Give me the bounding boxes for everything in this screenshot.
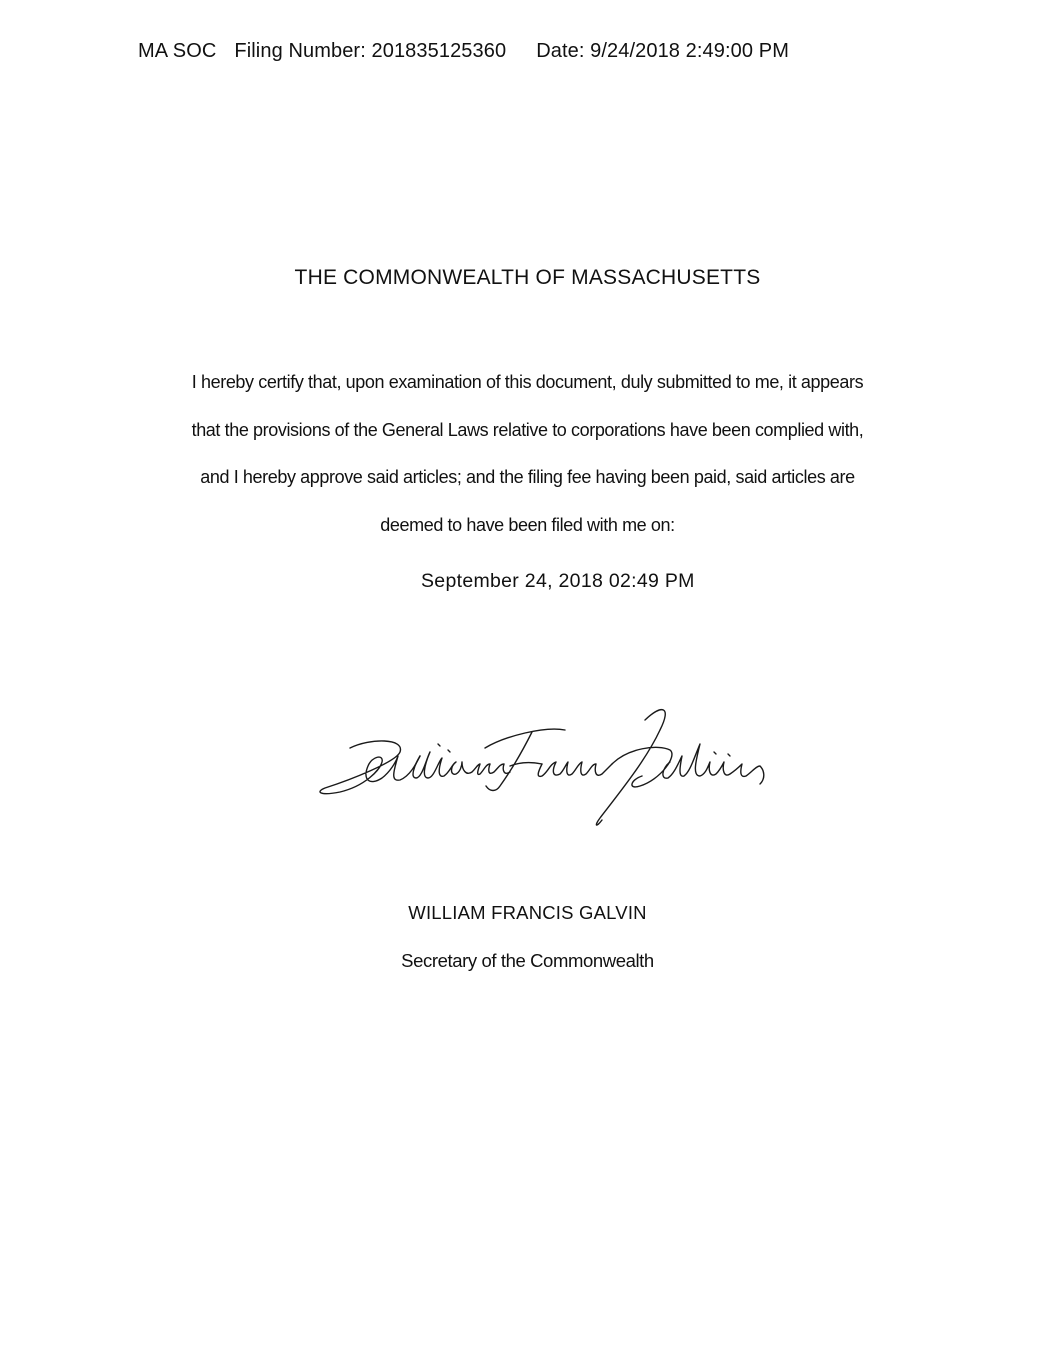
page-title: THE COMMONWEALTH OF MASSACHUSETTS	[294, 266, 761, 289]
filing-number: Filing Number: 201835125360	[234, 40, 507, 62]
filed-date: September 24, 2018 02:49 PM	[421, 570, 695, 592]
certification-line: and I hereby approve said articles; and the filing fee having been paid, said articles are	[200, 467, 855, 487]
agency-label: MA SOC	[138, 40, 217, 62]
certification-line: deemed to have been filed with me on:	[380, 514, 675, 535]
certification-line: I hereby certify that, upon examination of this document, duly submitted to me, it appears	[191, 372, 864, 392]
certification-text	[120, 367, 935, 557]
signer-name: WILLIAM FRANCIS GALVIN	[408, 902, 647, 923]
filing-header	[138, 40, 789, 63]
handwritten-signature	[310, 700, 790, 830]
signer-title: Secretary of the Commonwealth	[401, 950, 654, 971]
certification-line: that the provisions of the General Laws relative to corporations have been complied with,	[191, 419, 864, 440]
filing-date: Date: 9/24/2018 2:49:00 PM	[536, 40, 789, 62]
